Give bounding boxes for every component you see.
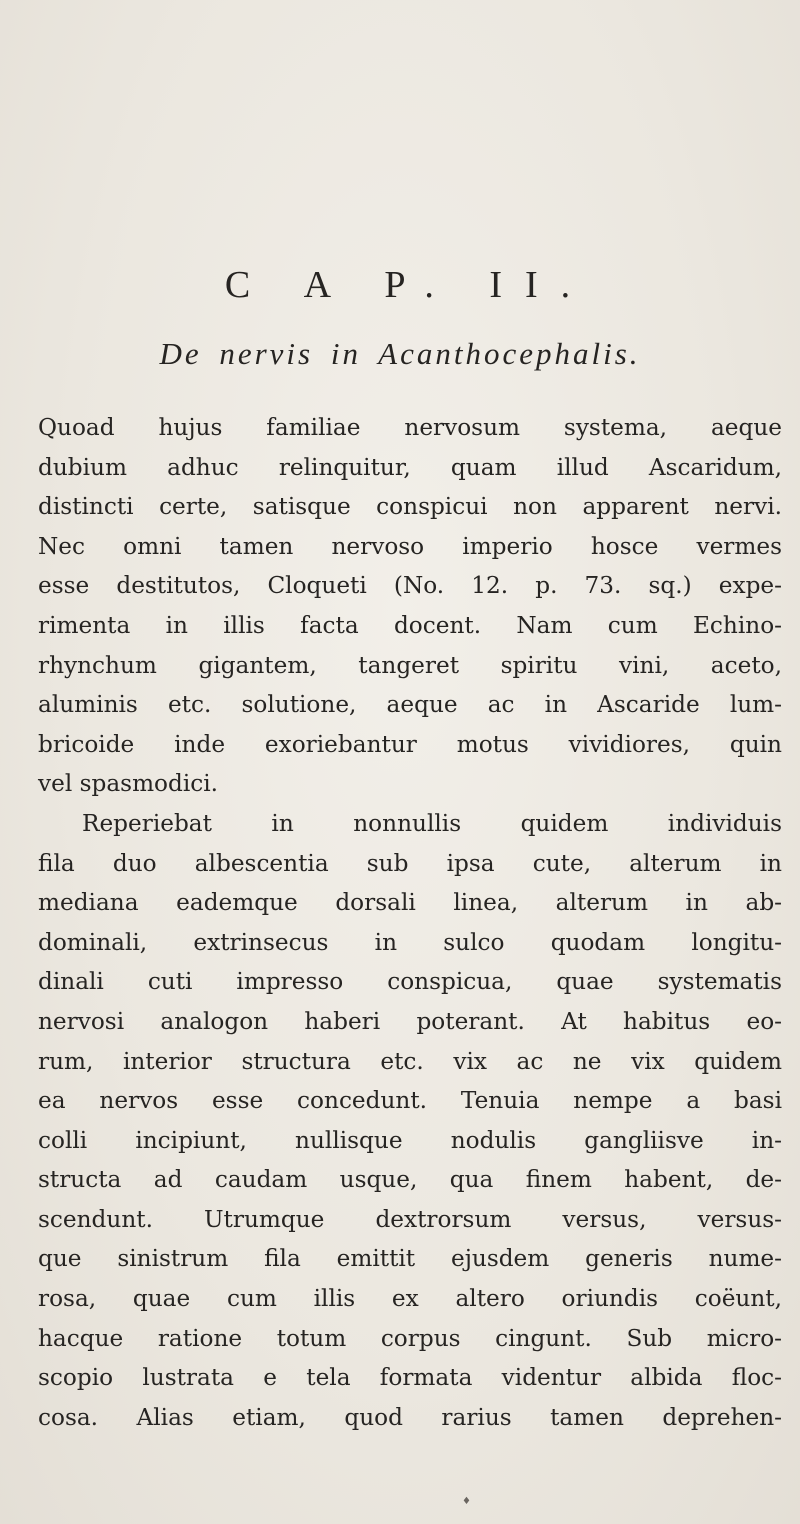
text-line: dinali cuti impresso conspicua, quae systematis [38, 968, 782, 996]
text-line: nervosi analogon haberi poterant. At habitus eo- [38, 1007, 782, 1035]
body-text [38, 408, 782, 1437]
text-line: ea nervos esse concedunt. Tenuia nempe a basi [38, 1087, 782, 1115]
text-line: bricoide inde exoriebantur motus vividiores, quin [38, 730, 782, 758]
text-line: Reperiebat in nonnullis quidem individuis [82, 809, 782, 837]
text-line: fila duo albescentia sub ipsa cute, alterum in [38, 849, 782, 877]
text-line: rosa, quae cum illis ex altero oriundis coëunt, [38, 1285, 782, 1313]
text-line: cosa. Alias etiam, quod rarius tamen deprehen- [38, 1403, 782, 1431]
text-line: distincti certe, satisque conspicui non apparent nervi. [38, 493, 782, 521]
text-line: esse destitutos, Cloqueti (No. 12. p. 73. sq.) expe- [38, 572, 782, 600]
text-line: Quoad hujus familiae nervosum systema, aeque [38, 414, 782, 441]
text-line: colli incipiunt, nullisque nodulis gangliisve in- [38, 1126, 782, 1154]
text-line: dominali, extrinsecus in sulco quodam longitu- [38, 928, 782, 956]
text-line: rimenta in illis facta docent. Nam cum Echino- [38, 611, 782, 639]
text-line: que sinistrum fila emittit ejusdem generis nume- [38, 1245, 782, 1273]
text-line: hacque ratione totum corpus cingunt. Sub micro- [38, 1324, 782, 1352]
text-line: dubium adhuc relinquitur, quam illud Ascaridum, [38, 453, 782, 481]
ink-speck-mark: ♦ [462, 1496, 471, 1507]
text-line: rum, interior structura etc. vix ac ne vix quidem [38, 1047, 782, 1075]
text-line: scendunt. Utrumque dextrorsum versus, versus- [38, 1205, 782, 1233]
chapter-heading: C A P. II. [224, 264, 594, 306]
text-line: vel spasmodici. [38, 770, 219, 798]
text-line: scopio lustrata e tela formata videntur albida floc- [38, 1364, 782, 1392]
text-line: mediana eademque dorsali linea, alterum in ab- [38, 889, 782, 917]
text-line: rhynchum gigantem, tangeret spiritu vini, aceto, [38, 651, 782, 679]
text-line: aluminis etc. solutione, aeque ac in Ascaride lum- [38, 691, 782, 719]
text-line: Nec omni tamen nervoso imperio hosce vermes [38, 532, 782, 560]
chapter-subtitle: De nervis in Acanthocephalis. [159, 336, 641, 371]
text-line: structa ad caudam usque, qua finem habent, de- [38, 1166, 782, 1194]
